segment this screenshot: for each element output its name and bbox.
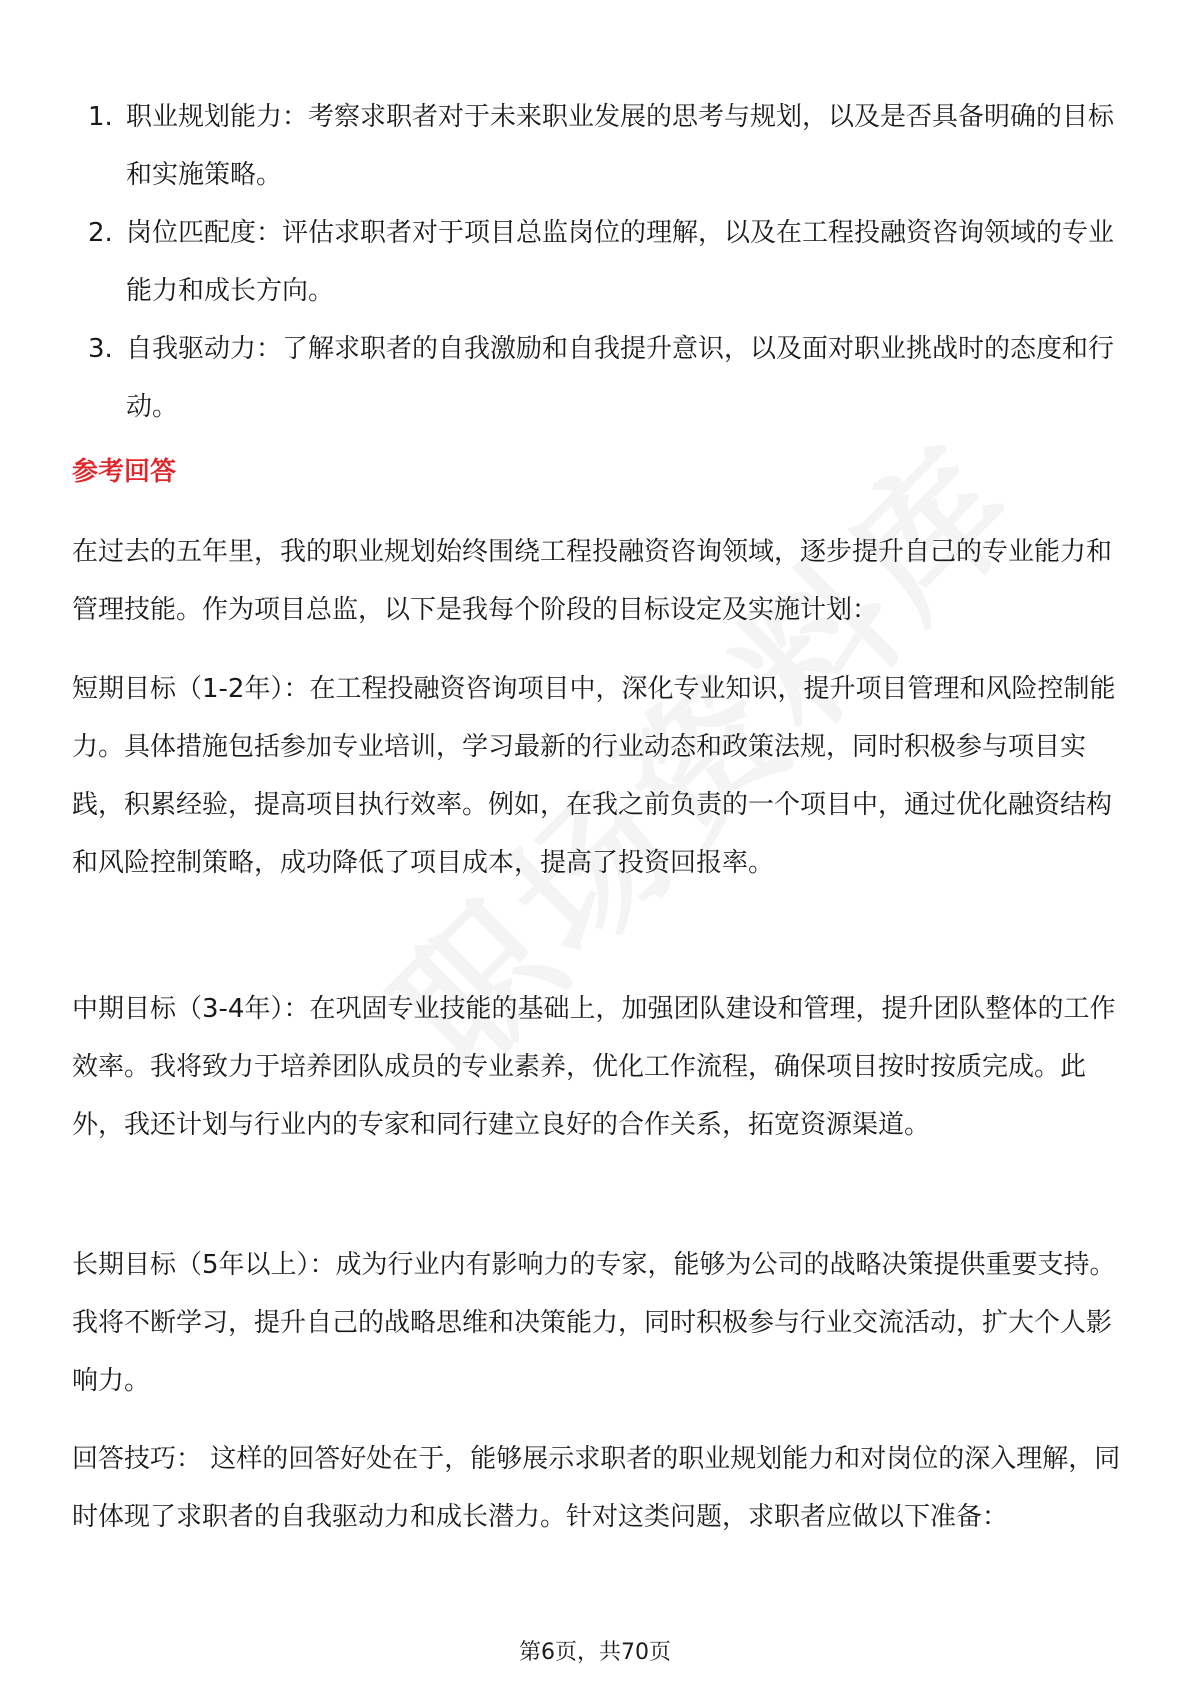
- short-term-paragraph: 短期目标（1-2年）：在工程投融资咨询项目中，深化专业知识，提升项目管理和风险控制能力。具体措施包括参加专业培训，学习最新的行业动态和政策法规，同时积极参与项目实践，积累经验，提高项目执行效率。例如，在我之前负责的一个项目中，通过优化融资结构和风险控制策略，成功降低了项目成本，提高了投资回报率。: [72, 674, 1116, 878]
- mid-term-paragraph: 中期目标（3-4年）：在巩固专业技能的基础上，加强团队建设和管理，提升团队整体的工作效率。我将致力于培养团队成员的专业素养，优化工作流程，确保项目按时按质完成。此外，我还计划与行业内的专家和同行建立良好的合作关系，拓宽资源渠道。: [72, 994, 1116, 1140]
- list-item-text: 岗位匹配度：评估求职者对于项目总监岗位的理解，以及在工程投融资咨询领域的专业能力和成长方向。: [126, 218, 1115, 306]
- list-item-number: 1.: [88, 102, 113, 132]
- intro-paragraph: 在过去的五年里，我的职业规划始终围绕工程投融资咨询领域，逐步提升自己的专业能力和管理技能。作为项目总监，以下是我每个阶段的目标设定及实施计划：: [72, 537, 1113, 625]
- list-item: [84, 88, 1124, 204]
- list-item-number: 3.: [88, 334, 113, 364]
- list-item-number: 2.: [88, 218, 113, 248]
- page-number: 第6页，共70页: [519, 1640, 671, 1665]
- list-item: [84, 320, 1124, 436]
- section-heading: 参考回答: [72, 457, 177, 487]
- long-term-paragraph: 长期目标（5年以上）：成为行业内有影响力的专家，能够为公司的战略决策提供重要支持。我将不断学习，提升自己的战略思维和决策能力，同时积极参与行业交流活动，扩大个人影响力。: [72, 1250, 1116, 1396]
- evaluation-points-list: [84, 88, 1124, 436]
- tips-paragraph: 回答技巧： 这样的回答好处在于，能够展示求职者的职业规划能力和对岗位的深入理解，同时体现了求职者的自我驱动力和成长潜力。针对这类问题，求职者应做以下准备：: [72, 1444, 1121, 1532]
- list-item-text: 职业规划能力：考察求职者对于未来职业发展的思考与规划，以及是否具备明确的目标和实施策略。: [126, 102, 1115, 190]
- list-item: [84, 204, 1124, 320]
- list-item-text: 自我驱动力：了解求职者的自我激励和自我提升意识，以及面对职业挑战时的态度和行动。: [126, 334, 1115, 422]
